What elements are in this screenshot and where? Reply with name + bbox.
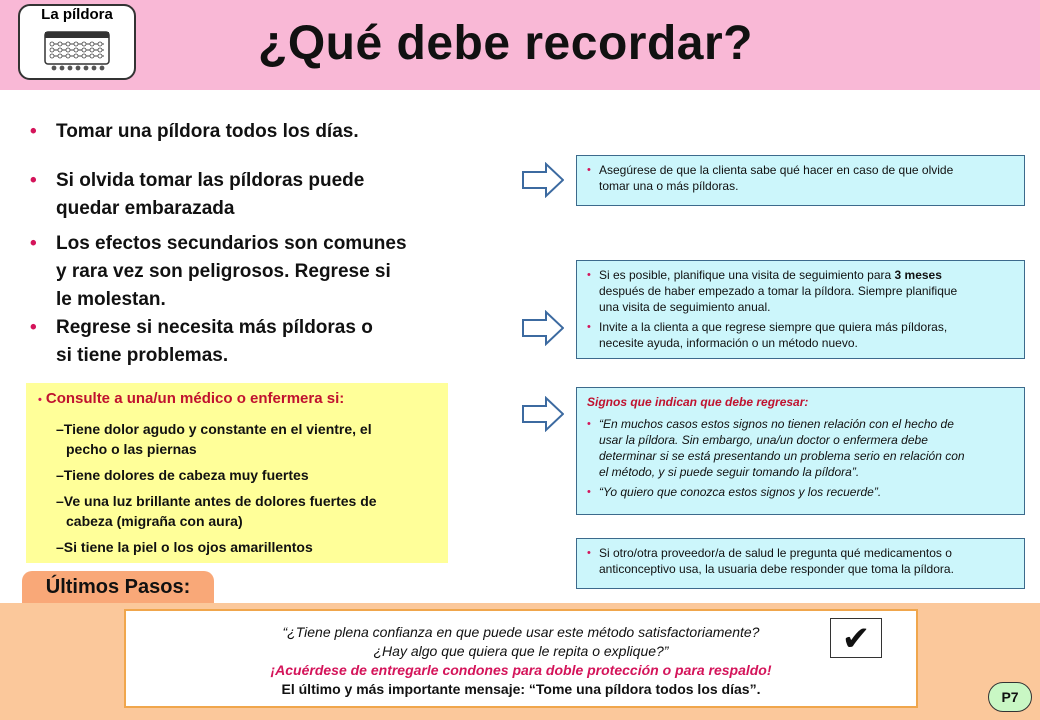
main-bullet-4 xyxy=(30,314,373,370)
bullet-text: y rara vez son peligrosos. Regrese si xyxy=(56,261,391,282)
bullet-dot: • xyxy=(38,394,42,406)
callout-item: • “Yo quiero que conozca estos signos y los recuerde”. xyxy=(587,485,882,499)
bullet-dot: • xyxy=(587,164,591,176)
bullet-dot: • xyxy=(587,418,591,430)
badge-label: La píldora xyxy=(41,6,113,23)
consult-item: –Si tiene la piel o los ojos amarillentos xyxy=(56,539,313,555)
final-message-box xyxy=(124,609,918,708)
bullet-dot: • xyxy=(587,269,591,281)
page-number-badge: P7 xyxy=(988,682,1032,712)
callout-item: • Si otro/otra proveedor/a de salud le pregunta qué medicamentos o anticonceptivo usa, la usuaria debe responder que toma la píldora. xyxy=(587,546,954,576)
main-bullet-1 xyxy=(30,118,359,146)
callout-heading: Signos que indican que debe regresar: xyxy=(587,395,809,409)
message-line: “¿Tiene plena confianza en que puede usar este método satisfactoriamente? xyxy=(282,624,760,640)
callout-box-missed-pills xyxy=(576,155,1025,206)
consult-heading: • Consulte a una/un médico o enfermera si: xyxy=(38,390,345,407)
callout-box-warning-signs xyxy=(576,387,1025,515)
condom-reminder: ¡Acuérdese de entregarle condones para doble protección o para respaldo! xyxy=(270,662,772,678)
bullet-text: quedar embarazada xyxy=(56,198,235,219)
callout-box-follow-up xyxy=(576,260,1025,359)
callout-item: • Asegúrese de que la clienta sabe qué hacer en caso de que olvide tomar una o más píldoras. xyxy=(587,163,954,193)
bullet-text: Regrese si necesita más píldoras o xyxy=(56,317,373,338)
consult-item: –Tiene dolor agudo y constante en el vientre, el pecho o las piernas xyxy=(56,421,372,457)
main-bullet-2 xyxy=(30,167,365,223)
bullet-text: si tiene problemas. xyxy=(56,345,229,366)
bullet-dot: • xyxy=(587,321,591,333)
bullet-text: Los efectos secundarios son comunes xyxy=(56,233,407,254)
pill-pack-icon xyxy=(44,28,110,72)
checkmark-icon: ✔ xyxy=(830,618,882,658)
callout-item: • Invite a la clienta a que regrese siempre que quiera más píldoras, necesite ayuda, información o un método nuevo. xyxy=(587,320,948,350)
bullet-dot: • xyxy=(587,547,591,559)
main-bullet-3 xyxy=(30,230,407,314)
bullet-text: le molestan. xyxy=(56,289,166,310)
right-arrow-icon xyxy=(522,162,564,198)
final-steps-tab: Últimos Pasos: xyxy=(22,571,214,603)
key-message: El último y más importante mensaje: “Tome una píldora todos los días”. xyxy=(281,681,761,697)
bullet-dot: • xyxy=(30,233,37,254)
message-line: ¿Hay algo que quiera que le repita o explique?” xyxy=(373,643,669,659)
callout-box-other-provider xyxy=(576,538,1025,589)
right-arrow-icon xyxy=(522,396,564,432)
bullet-dot: • xyxy=(30,121,37,142)
bullet-text: Tomar una píldora todos los días. xyxy=(56,121,359,142)
consult-item: –Ve una luz brillante antes de dolores fuertes de cabeza (migraña con aura) xyxy=(56,493,377,529)
right-arrow-icon xyxy=(522,310,564,346)
bullet-dot: • xyxy=(587,486,591,498)
callout-item: • “En muchos casos estos signos no tienen relación con el hecho de usar la píldora. Sin embargo, una/un doctor o enfermera debe determinar si se está presentando un problema serio en relación con el método, y si puede seguir tomando la píldora”. xyxy=(587,417,965,479)
bullet-dot: • xyxy=(30,317,37,338)
bullet-dot: • xyxy=(30,170,37,191)
callout-item: • Si es posible, planifique una visita de seguimiento para 3 meses después de haber empezado a tomar la píldora. Siempre planifique una visita de seguimiento anual. xyxy=(587,268,958,314)
bullet-text: Si olvida tomar las píldoras puede xyxy=(56,170,365,191)
consult-item: –Tiene dolores de cabeza muy fuertes xyxy=(56,467,309,483)
page-title: ¿Qué debe recordar? xyxy=(258,17,753,70)
consult-doctor-box xyxy=(26,383,448,563)
method-badge xyxy=(18,4,136,80)
